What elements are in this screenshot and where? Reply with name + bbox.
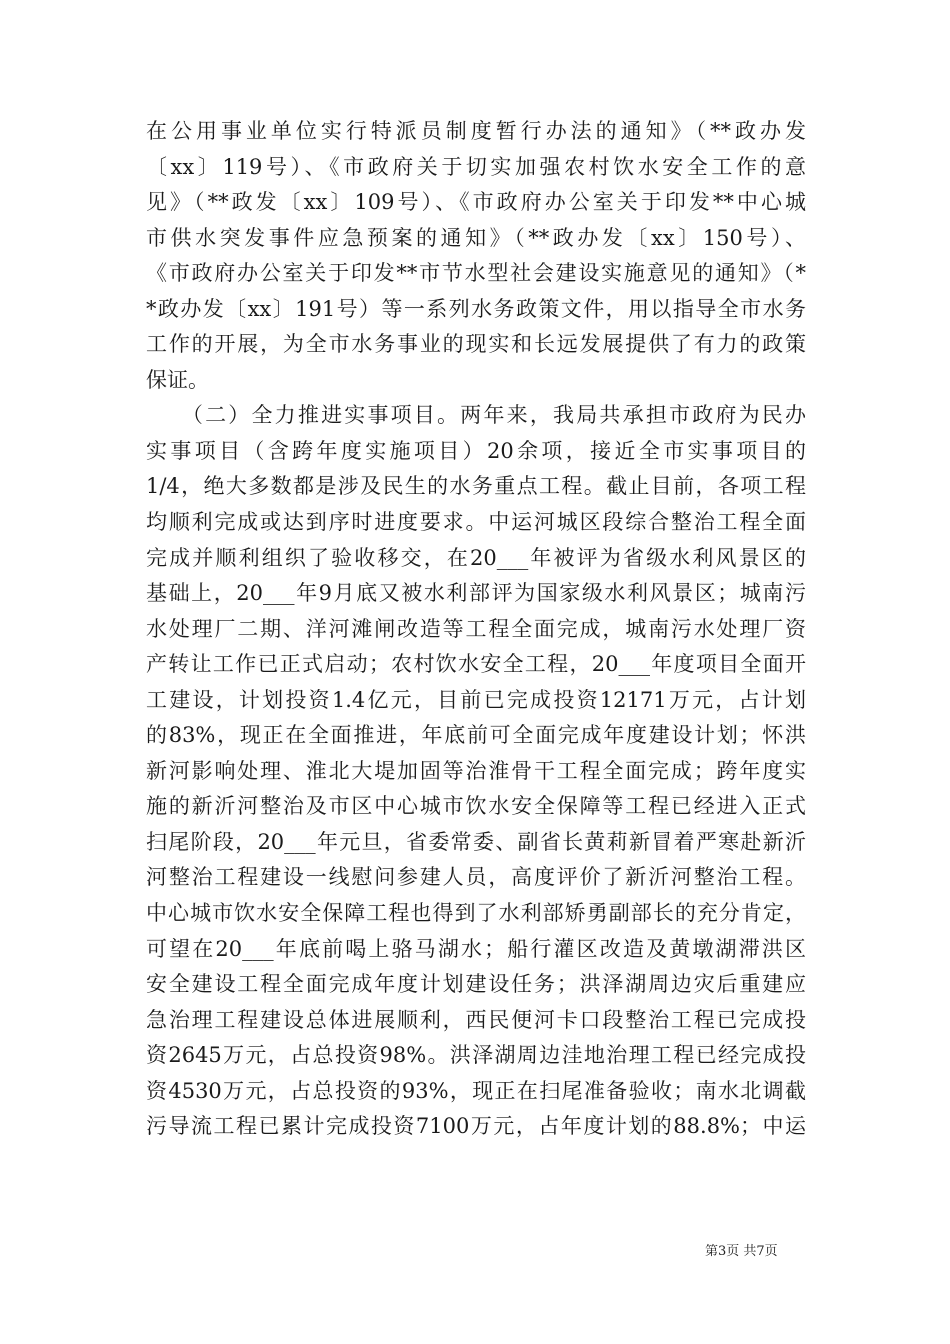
body-line: 扫尾阶段，20___年元旦，省委常委、副省长黄莉新冒着严寒赴新沂 — [146, 829, 806, 854]
body-line: 可望在20___年底前喝上骆马湖水；船行灌区改造及黄墩湖滞洪区 — [146, 936, 806, 961]
body-line: 保证。 — [146, 367, 209, 392]
body-line: 工建设，计划投资1.4亿元，目前已完成投资12171万元，占计划 — [146, 687, 806, 712]
page-number-footer: 第3页 共7页 — [705, 1244, 778, 1259]
body-line: 污导流工程已累计完成投资7100万元，占年度计划的88.8%；中运 — [146, 1114, 806, 1139]
body-line: 实事项目（含跨年度实施项目）20余项，接近全市实事项目的 — [146, 438, 806, 463]
body-line: 产转让工作已正式启动；农村饮水安全工程，20___年度项目全面开 — [146, 652, 806, 677]
document-body — [146, 114, 806, 1145]
body-line: 资4530万元，占总投资的93%，现正在扫尾准备验收；南水北调截 — [146, 1078, 806, 1103]
body-line: 〔xx〕119号）、《市政府关于切实加强农村饮水安全工作的意 — [146, 154, 806, 179]
body-line: 新河影响处理、淮北大堤加固等治淮骨干工程全面完成；跨年度实 — [146, 758, 806, 783]
paragraph-heading-line: （二）全力推进实事项目。两年来，我局共承担市政府为民办 — [146, 403, 806, 428]
body-line: 水处理厂二期、洋河滩闸改造等工程全面完成，城南污水处理厂资 — [146, 616, 806, 641]
body-line: 中心城市饮水安全保障工程也得到了水利部矫勇副部长的充分肯定， — [146, 901, 806, 926]
body-line: 《市政府办公室关于印发**市节水型社会建设实施意见的通知》（* — [146, 261, 806, 286]
body-line: 安全建设工程全面完成年度计划建设任务；洪泽湖周边灾后重建应 — [146, 972, 806, 997]
body-line: 市供水突发事件应急预案的通知》（**政办发〔xx〕150号）、 — [146, 225, 806, 250]
body-line: 基础上，20___年9月底又被水利部评为国家级水利风景区；城南污 — [146, 581, 806, 606]
body-line: 的83%，现正在全面推进，年底前可全面完成年度建设计划；怀洪 — [146, 723, 806, 748]
body-line: 急治理工程建设总体进展顺利，西民便河卡口段整治工程已完成投 — [146, 1007, 806, 1032]
body-line: 工作的开展，为全市水务事业的现实和长远发展提供了有力的政策 — [146, 332, 806, 357]
body-line: 施的新沂河整治及市区中心城市饮水安全保障等工程已经进入正式 — [146, 794, 806, 819]
body-line: 1/4，绝大多数都是涉及民生的水务重点工程。截止目前，各项工程 — [146, 474, 806, 499]
body-line: 均顺利完成或达到序时进度要求。中运河城区段综合整治工程全面 — [146, 510, 806, 535]
body-line: 在公用事业单位实行特派员制度暂行办法的通知》（**政办发 — [146, 119, 806, 143]
body-line: 见》（**政发〔xx〕109号）、《市政府办公室关于印发**中心城 — [146, 190, 806, 215]
body-line: 资2645万元，占总投资98%。洪泽湖周边洼地治理工程已经完成投 — [146, 1043, 806, 1068]
body-line: *政办发〔xx〕191号）等一系列水务政策文件，用以指导全市水务 — [146, 296, 806, 321]
body-line: 河整治工程建设一线慰问参建人员，高度评价了新沂河整治工程。 — [146, 865, 806, 890]
body-line: 完成并顺利组织了验收移交，在20___年被评为省级水利风景区的 — [146, 545, 806, 570]
